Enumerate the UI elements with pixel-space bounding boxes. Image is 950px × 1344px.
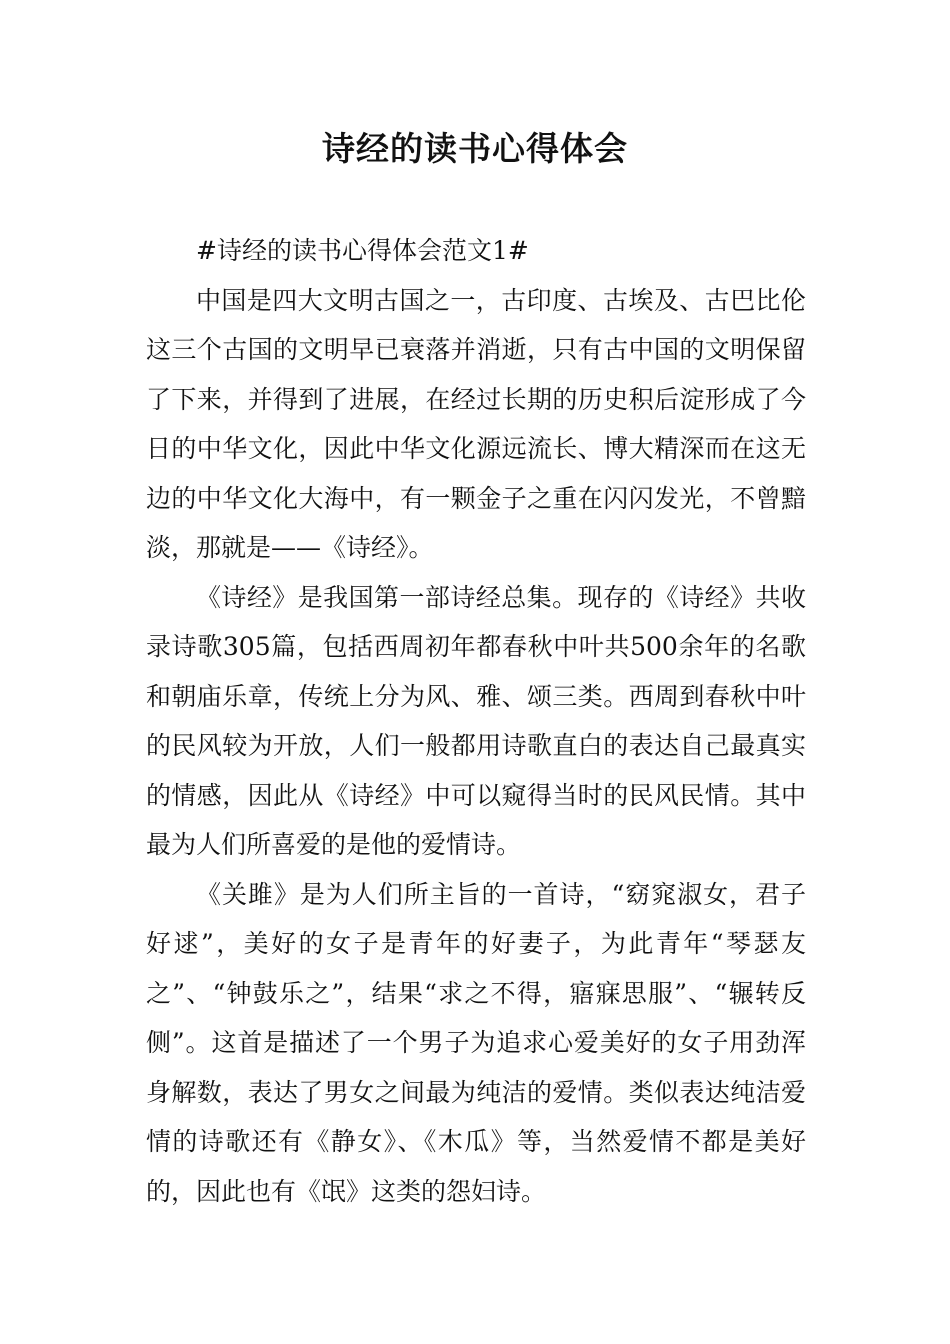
paragraph-3: 《关雎》是为人们所主旨的一首诗，“窈窕淑女，君子好逑”，美好的女子是青年的好妻子，为此青年“琴瑟友之”、“钟鼓乐之”，结果“求之不得，寤寐思服”、“辗转反侧”。这首是描述了一个男子为追求心爱美好的女子用劲浑身解数，表达了男女之间最为纯洁的爱情。类似表达纯洁爱情的诗歌还有《静女》、《木瓜》等，当然爱情不都是美好的，因此也有《氓》这类的怨妇诗。 [146, 879, 806, 1206]
document-title: 诗经的读书心得体会 [322, 129, 628, 168]
paragraph-1: 中国是四大文明古国之一，古印度、古埃及、古巴比伦这三个古国的文明早已衰落并消逝，只有古中国的文明保留了下来，并得到了进展，在经过长期的历史积后淀形成了今日的中华文化，因此中华文化源远流长、博大精深而在这无边的中华文化大海中，有一颗金子之重在闪闪发光，不曾黯淡，那就是——《诗经》。 [146, 285, 806, 562]
document-body [146, 226, 806, 1216]
paragraph-2: 《诗经》是我国第一部诗经总集。现存的《诗经》共收录诗歌305篇，包括西周初年都春秋中叶共500余年的名歌和朝庙乐章，传统上分为风、雅、颂三类。西周到春秋中叶的民风较为开放，人们一般都用诗歌直白的表达自己最真实的情感，因此从《诗经》中可以窥得当时的民风民情。其中最为人们所喜爱的是他的爱情诗。 [146, 582, 806, 859]
section-heading: #诗经的读书心得体会范文1# [196, 236, 529, 265]
